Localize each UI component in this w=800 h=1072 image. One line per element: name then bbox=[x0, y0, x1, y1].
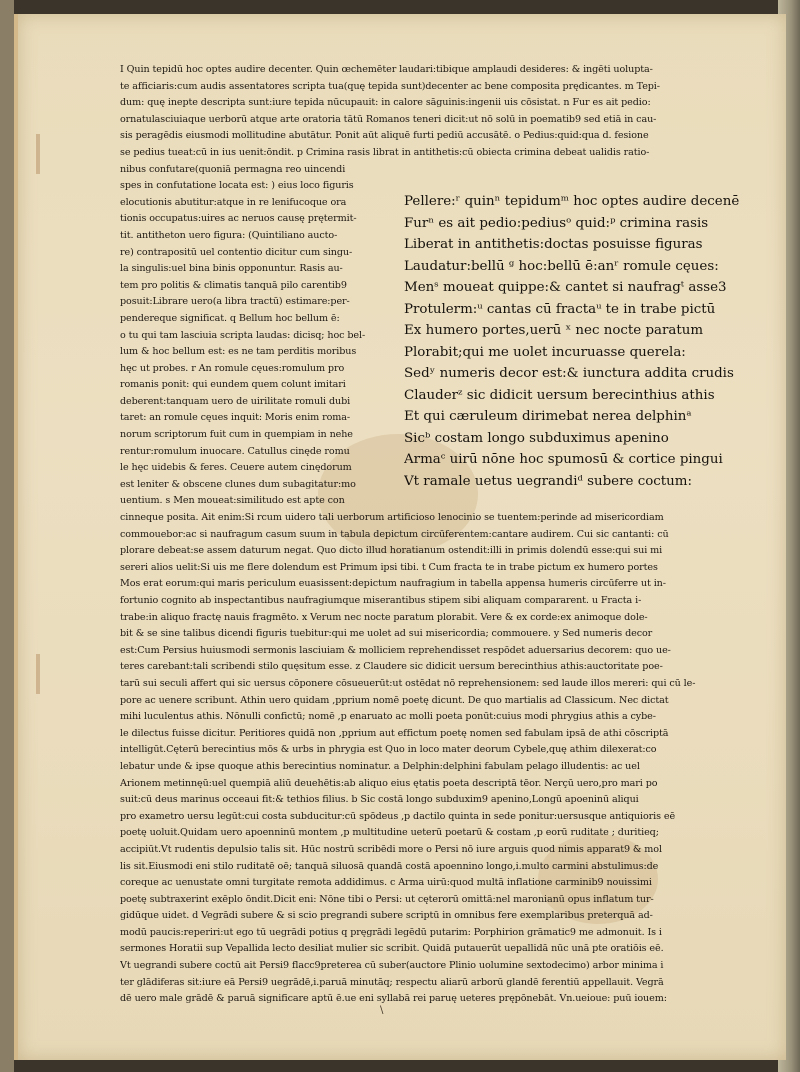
commentary-line: taret: an romule cęues inquit: Moris enim roma- bbox=[120, 412, 351, 424]
commentary-line: re) contrapositū uel contentio dicitur cum singu- bbox=[120, 246, 353, 258]
commentary-line: est leniter & obscene clunes dum subagitatur:mo bbox=[120, 478, 356, 490]
commentary-line: trabe:in aliquo fractę nauis fragmēto. x Verum nec nocte paratum plorabit. Vere & ex corde:ex animoque dole- bbox=[120, 611, 648, 623]
verse-line: Sicᵇ costam longo subduximus apenino bbox=[404, 430, 669, 446]
commentary-line: romanis ponit: qui eundem quem colunt imitari bbox=[120, 379, 346, 391]
commentary-line: ter glādiferas sit:iure eā Persi9 uegrādē,i.paruā minutāq; respectu aliarū arborū glandē ferentiū appellauit. Vegrā bbox=[120, 976, 664, 988]
commentary-line: poetę subtraxerint exēplo ōndit.Dicit eni: Nōne tibi o Persi: ut cęterorū omittā:nel maronianū opus inflatum tur- bbox=[120, 893, 654, 905]
commentary-line: fortunio cognito ab inspectantibus naufragiumque miserantibus stipem sibi aliquam compararent. u Fracta i- bbox=[120, 595, 642, 606]
commentary-line: I Quin tepidū hoc optes audire decenter. Quin œchemēter laudari:tibique amplaudi desideres: & ingēti uolupta- bbox=[120, 64, 653, 75]
verse-line: Laudatur:bellū ᵍ hoc:bellū ē:anʳ romule cęues: bbox=[404, 258, 719, 274]
commentary-line: se pedius tueat:cū in ius uenit:ōndit. p Crimina rasis librat in antithetis:cū obiecta crimina debeat ualidis ratio- bbox=[120, 146, 650, 158]
commentary-line: la singulis:uel bina binis opponuntur. Rasis au- bbox=[120, 263, 343, 275]
verse-line: Et qui cæruleum dirimebat nerea delphinᵃ bbox=[404, 409, 692, 424]
commentary-line: pro exametro uersu legūt:cui costa subducitur:cū spōdeus ,p dactilo quinta in sede ponitur:uersusque antiquioris eē bbox=[120, 810, 676, 822]
gutter-foxing bbox=[36, 134, 40, 174]
commentary-line: suit:cū deus marinus occeaui fit:& tethios filius. b Sic costā longo subduxim9 apenino,Longū apoeninū aliqui bbox=[120, 794, 639, 806]
commentary-line: coreque ac uenustate omni turgitate remota addidimus. c Arma uirū:quod multā inflatione carminib9 nouissimi bbox=[120, 877, 652, 889]
commentary-line: elocutionis abutitur:atque in re lenifucoque ora bbox=[120, 196, 347, 208]
commentary-line: accipiūt.Vt rudentis depulsio talis sit. Hūc nostrū scribēdi more o Persi nō iure arguis quod nimis apparat9 & mol bbox=[120, 843, 662, 855]
commentary-line: te afficiaris:cum audis assentatores scripta tua(quę tepida sunt)decenter ac bene composita prędicantes. m Tepi- bbox=[120, 80, 660, 92]
commentary-line: spes in confutatione locata est: ) eius loco figuris bbox=[120, 180, 354, 192]
commentary-line: gidūque uidet. d Vegrādi subere & si scio pregrandi subere scriptū in omnibus fere exemplaribus preterquā ad- bbox=[120, 910, 653, 922]
commentary-line: o tu qui tam lasciuia scripta laudas: dicisq; hoc bel- bbox=[120, 329, 366, 341]
commentary-line: tionis occupatus:uires ac neruos causę prętermit- bbox=[120, 213, 357, 225]
commentary-line: sermones Horatii sup Vepallida lecto desiliat mulier sic scribit. Quidā putauerūt uepallidā nūc unā pte oratiōis eē. bbox=[120, 943, 664, 955]
commentary-line: norum scriptorum fuit cum in quempiam in nehe bbox=[120, 429, 353, 441]
verse-block bbox=[404, 191, 760, 492]
verse-line: Furⁿ es ait pedio:pediusᵒ quid:ᵖ crimina rasis bbox=[404, 215, 709, 231]
commentary-line: dē uero male grādē & paruā significare aptū ē.ue eni syllabā rei paruę ueteres prępōnebāt. Vn.ueioue: puū iouem: bbox=[120, 993, 667, 1005]
left-cover-edge bbox=[0, 0, 14, 1072]
commentary-line: bit & se sine talibus dicendi figuris tuebitur:qui me uolet ad sui misericordia; commouere. y Sed numeris decor bbox=[120, 628, 653, 640]
verse-line: Clauderᶻ sic didicit uersum berecinthius athis bbox=[404, 387, 715, 403]
commentary-line: dum: quę inepte descripta sunt:iure tepida nūcupauit: in calore sāguinis:ingenii uis cōsistat. n Fur es ait pedio: bbox=[120, 97, 651, 109]
verse-line: Sedʸ numeris decor est:& iunctura addita crudis bbox=[404, 366, 734, 381]
commentary-line: ornatulasciuiaque uerborū atque arte oratoria tātū Romanos teneri dicit:ut nō solū in poematib9 sed etiā in cau- bbox=[120, 113, 657, 125]
commentary-line: sereri alios uelit:Si uis me flere dolendum est Primum ipsi tibi. t Cum fracta te in trabe pictum ex humero portes bbox=[120, 561, 658, 573]
commentary-line: tem pro politis & climatis tanquā pilo carentib9 bbox=[120, 279, 347, 291]
commentary-line: commouebor:ac si naufragum casum suum in tabula depictum circūferentem:cantare audirem. Cui sic cantanti: cū bbox=[120, 528, 669, 540]
commentary-line: tit. antitheton uero figura: (Quintiliano aucto- bbox=[120, 229, 338, 241]
commentary-line: hęc ut probes. r An romule cęues:romulum pro bbox=[120, 362, 345, 374]
verse-line: Menˢ moueat quippe:& cantet si naufragᵗ asse3 bbox=[404, 280, 727, 295]
commentary-line: posuit:Librare uero(a libra tractū) estimare:per- bbox=[120, 296, 350, 308]
commentary-top-block bbox=[120, 62, 752, 162]
commentary-line: deberent:tanquam uero de uirilitate romuli dubi bbox=[120, 395, 351, 407]
commentary-line: le hęc uidebis & feres. Ceuere autem cinędorum bbox=[120, 462, 352, 474]
commentary-line: uentium. s Men moueat:similitudo est apte con bbox=[120, 495, 345, 507]
commentary-line: rentur:romulum inuocare. Catullus cinęde romu bbox=[120, 445, 350, 457]
commentary-line: tarū sui seculi affert qui sic uersus cōponere cōsueuerūt:ut ostēdat nō reprehensionem: sed laude illos mereri: qui cū le- bbox=[120, 677, 696, 689]
commentary-line: lis sit.Eiusmodi eni stilo ruditatē oē; tanquā siluosā quandā costā apoennino longo,i.multo carmini abstulimus:de bbox=[120, 860, 659, 872]
verse-line: Protulerm:ᵘ cantas cū fractaᵘ te in trabe pictū bbox=[404, 301, 716, 317]
commentary-line: Vt uegrandi subere coctū ait Persi9 flacc9preterea cū suber(auctore Plinio uolumine sextodecimo) arbor minima i bbox=[120, 960, 664, 972]
commentary-line: nibus confutare(quoniā permagna reo uincendi bbox=[120, 163, 346, 175]
commentary-bottom-block bbox=[120, 510, 752, 1008]
verse-line: Ex humero portes,uerū ˣ nec nocte paratum bbox=[404, 323, 704, 338]
commentary-line: est:Cum Persius huiusmodi sermonis lasciuiam & molliciem reprehendisset respōdet aduersarius decorem: quo ue- bbox=[120, 644, 671, 656]
gutter-foxing bbox=[36, 654, 40, 694]
commentary-line: Mos erat eorum:qui maris periculum euasissent:depictum naufragium in tabella appensa humeris circūferre ut in- bbox=[120, 578, 666, 590]
commentary-line: teres carebant:tali scribendi stilo quęsitum esse. z Claudere sic didicit uersum berecinthius athis:auctoritate poe- bbox=[120, 661, 663, 673]
commentary-line: intelligūt.Cęterū berecintius mōs & urbs in phrygia est Quo in loco mater deorum Cybele,quę athim dilexerat:co bbox=[120, 744, 657, 756]
commentary-line: plorare debeat:se assem daturum negat. Quo dicto illud horatianum ostendit:illi in primis dolendū esse:qui sui mi bbox=[120, 545, 663, 557]
verse-line: Liberat in antithetis:doctas posuisse figuras bbox=[404, 237, 703, 252]
commentary-line: lebatur unde & ipse quoque athis berecintius nominatur. a Delphin:delphini fabulam pelago illudentis: ac uel bbox=[120, 760, 640, 772]
commentary-line: cinneque posita. Ait enim:Si rcum uidero tali uerborum artificioso lenocinio se tuentem:perinde ad misericordiam bbox=[120, 512, 664, 524]
commentary-line: Arionem metinnęū:uel quempiā aliū deuehētis:ab aliquo eius ętatis poeta descriptā tēor. Nerçū uero,pro mari po bbox=[120, 777, 658, 789]
commentary-line: modū paucis:reperiri:ut ego tū uegrādi potius q pręgrādi legēdū putarim: Porphirion grāmatic9 me admonuit. Is i bbox=[120, 926, 662, 938]
verse-line: Armaᶜ uirū nōne hoc spumosū & cortice pingui bbox=[404, 452, 723, 467]
commentary-line: pendereque significat. q Bellum hoc bellum ē: bbox=[120, 312, 340, 324]
commentary-line: poetę uoluit.Quidam uero apoenninū montem ,p multitudine ueterū poetarū & costam ,p eorū ruditate ; duritieq; bbox=[120, 827, 659, 839]
commentary-line: pore ac uenere scribunt. Athin uero quidam ,pprium nomē poetę dicunt. De quo martialis ad Classicum. Nec dictat bbox=[120, 694, 669, 706]
commentary-line: sis peragēdis eiusmodi mollitudine abutātur. Ponit aūt aliquē furti pediū accusātē. o Pedius:quid:qua d. fesione bbox=[120, 130, 649, 142]
signature-mark: \ bbox=[380, 1005, 384, 1016]
commentary-line: le dilectus fuisse dicitur. Peritiores quidā non ,pprium aut effictum poetę nomen sed fabulam ipsā de athi cōscriptā bbox=[120, 727, 669, 739]
verse-line: Plorabit;qui me uolet incuruasse querela: bbox=[404, 344, 686, 360]
verse-line: Pellere:ʳ quinⁿ tepidumᵐ hoc optes audire decenē bbox=[404, 194, 740, 209]
commentary-line: lum & hoc bellum est: es ne tam perditis moribus bbox=[120, 346, 357, 358]
commentary-line: mihi luculentus athis. Nōnulli confictū; nomē ,p enaruato ac molli poeta ponūt:cuius modi phrygius athis a cybe- bbox=[120, 711, 656, 723]
verse-line: Vt ramale uetus uegrandiᵈ subere coctum: bbox=[404, 473, 692, 489]
